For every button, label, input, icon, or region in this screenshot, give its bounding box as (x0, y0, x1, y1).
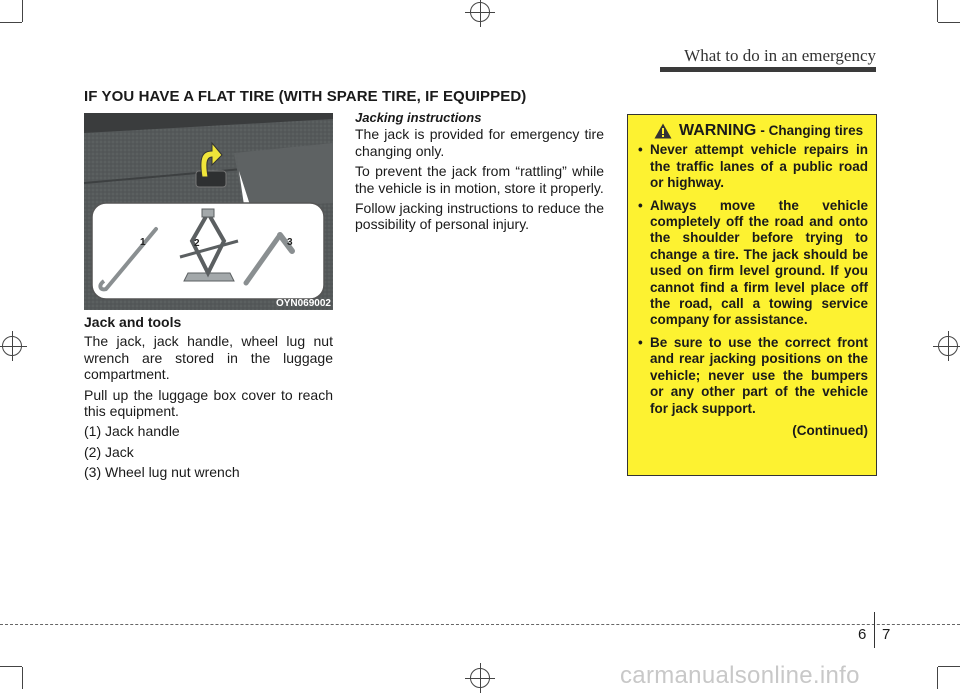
header-rule (660, 67, 876, 72)
callout-3: 3 (287, 237, 293, 248)
footer-dashed-rule (0, 624, 960, 625)
crop-mark (22, 667, 23, 689)
warning-title: WARNING (679, 122, 757, 139)
callout-2: 2 (194, 238, 200, 249)
warning-list (638, 142, 868, 417)
jack-and-tools-section (84, 314, 333, 485)
registration-mark-icon (938, 336, 958, 356)
registration-mark-icon (2, 336, 22, 356)
warning-triangle-icon (654, 123, 672, 139)
registration-mark-icon (470, 668, 490, 688)
warning-item: • Never attempt vehicle repairs in the traffic lanes of a public road or highway. (638, 142, 868, 191)
warning-item: • Always move the vehicle completely off the road and onto the shoulder before trying to change a tire. The jack should be used on firm level ground. If you cannot find a firm level place off the road, call a towing service company for assistance. (638, 198, 868, 329)
body-paragraph: Follow jacking instructions to reduce the possibility of personal injury. (355, 200, 604, 233)
crop-mark (938, 666, 960, 667)
body-paragraph: Pull up the luggage box cover to reach this equipment. (84, 386, 333, 420)
continued-label: (Continued) (792, 422, 868, 438)
jack-tools-figure (84, 113, 333, 310)
crop-mark (0, 666, 22, 667)
crop-mark (22, 0, 23, 22)
section-heading: IF YOU HAVE A FLAT TIRE (WITH SPARE TIRE, IF EQUIPPED) (84, 88, 527, 105)
crop-mark (937, 667, 938, 689)
warning-item: • Be sure to use the correct front and rear jacking positions on the vehicle; never use the bumpers or any other part of the vehicle for jack support. (638, 335, 868, 417)
body-paragraph: The jack, jack handle, wheel lug nut wrench are stored in the luggage compartment. (84, 333, 333, 383)
warning-subtitle: - Changing tires (760, 123, 864, 138)
jacking-instructions-heading: Jacking instructions (355, 110, 482, 125)
body-paragraph: The jack is provided for emergency tire changing only. (355, 126, 604, 159)
list-item: (1) Jack handle (84, 423, 180, 440)
list-item: (2) Jack (84, 443, 134, 460)
crop-mark (937, 0, 938, 22)
crop-mark (0, 22, 22, 23)
watermark: carmanualsonline.info (620, 662, 860, 689)
crop-mark (938, 22, 960, 23)
chapter-title: What to do in an emergency (684, 46, 876, 65)
callout-1: 1 (140, 237, 146, 248)
registration-mark-icon (470, 2, 490, 22)
warning-box (627, 114, 877, 476)
warning-title-row (638, 123, 868, 139)
luggage-compartment-illustration (84, 113, 333, 310)
chapter-number: 6 (858, 626, 867, 643)
jack-and-tools-heading: Jack and tools (84, 314, 182, 330)
page-number: 7 (882, 626, 891, 643)
jacking-instructions-section (355, 110, 604, 237)
body-paragraph: To prevent the jack from “rattling” while the vehicle is in motion, store it properly. (355, 163, 604, 196)
page-number-divider (874, 612, 875, 648)
figure-code: OYN069002 (275, 298, 331, 309)
list-item: (3) Wheel lug nut wrench (84, 464, 240, 481)
